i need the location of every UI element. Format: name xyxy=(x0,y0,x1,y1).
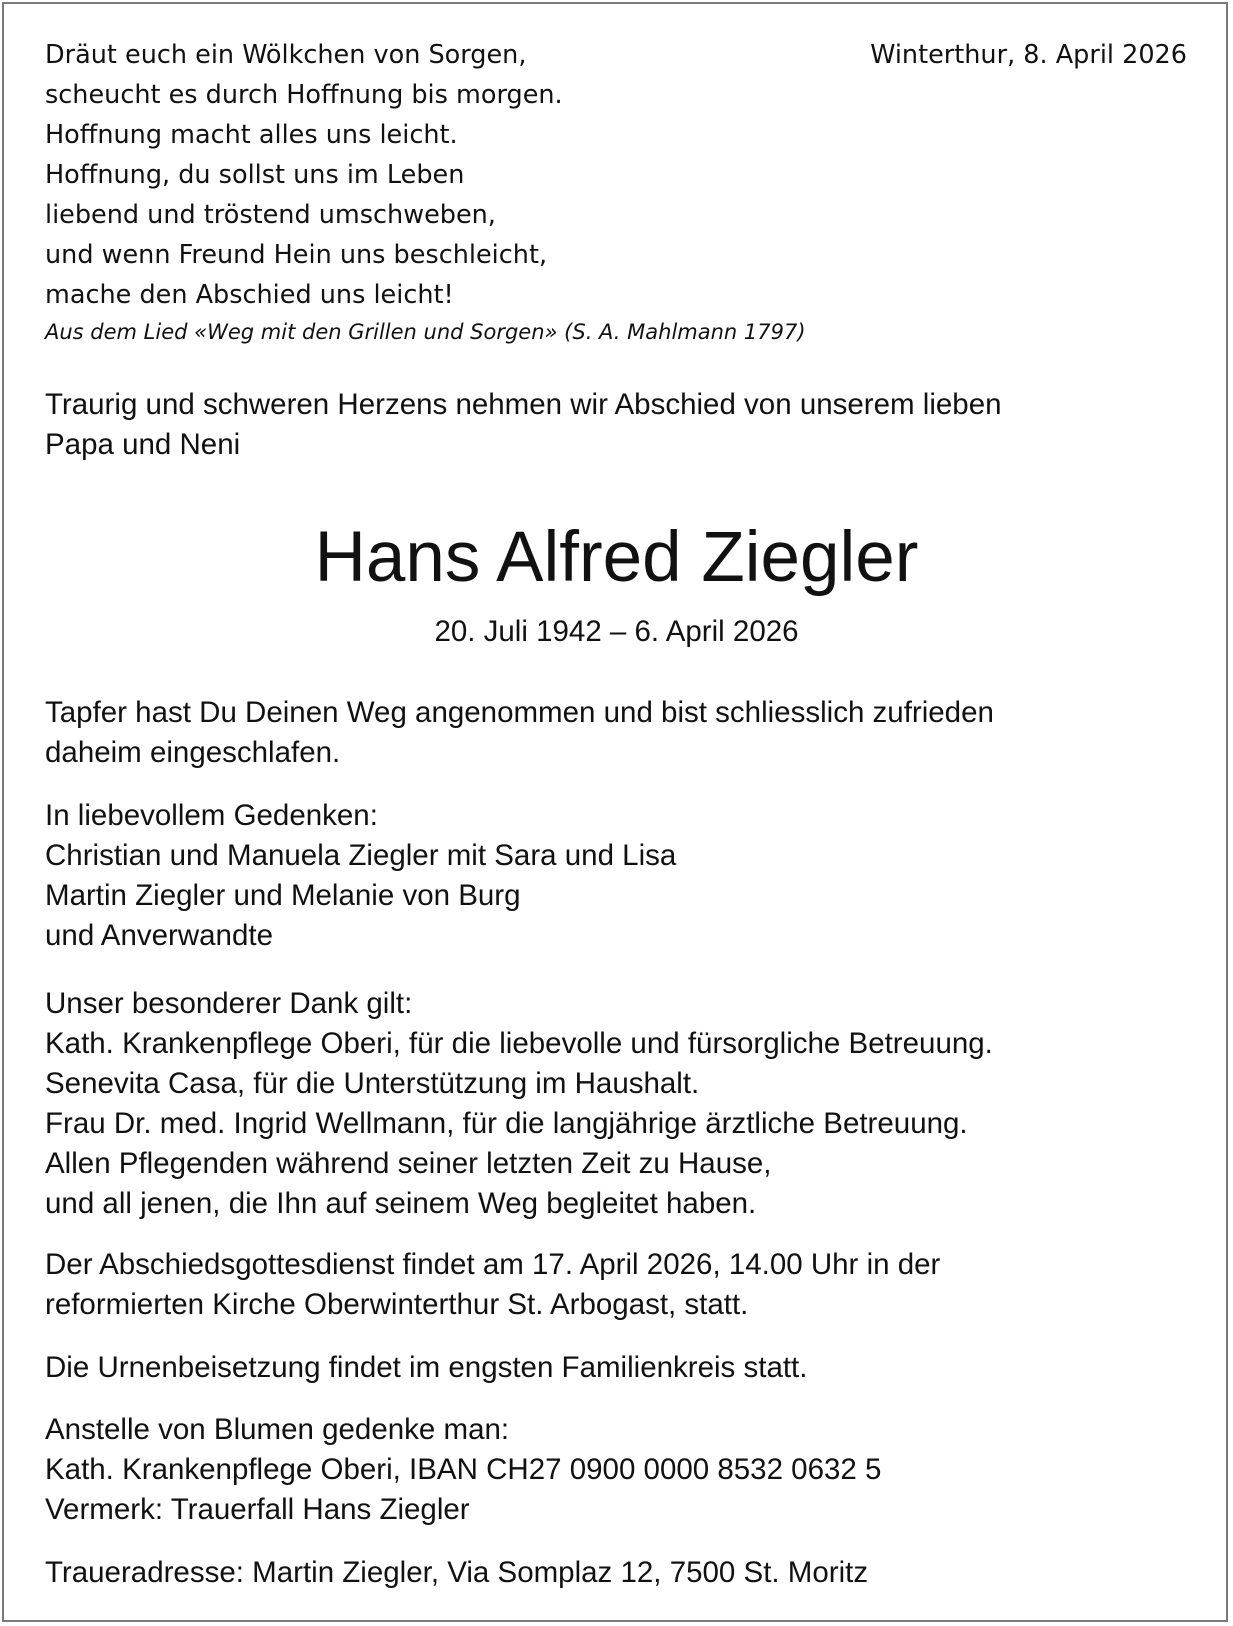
burial-line: Die Urnenbeisetzung findet im engsten Familienkreis statt. xyxy=(45,1351,808,1384)
service-paragraph xyxy=(45,1245,940,1325)
thanks-line: Allen Pflegenden während seiner letzten Zeit zu Hause, xyxy=(45,1147,772,1180)
donations-line: Kath. Krankenpflege Oberi, IBAN CH27 0900 0000 8532 0632 5 xyxy=(45,1453,882,1486)
mourners-paragraph xyxy=(45,796,676,956)
tribute-paragraph xyxy=(45,693,994,773)
service-line: Der Abschiedsgottesdienst findet am 17. April 2026, 14.00 Uhr in der xyxy=(45,1248,941,1281)
deceased-name: Hans Alfred Ziegler xyxy=(314,518,919,597)
poem-line: liebend und tröstend umschweben, xyxy=(45,200,496,230)
donations-paragraph xyxy=(45,1410,881,1530)
poem-line: Hoffnung, du sollst uns im Leben xyxy=(45,160,465,190)
life-dates: 20. Juli 1942 – 6. April 2026 xyxy=(434,615,799,648)
thanks-line: Kath. Krankenpflege Oberi, für die liebevolle und fürsorgliche Betreuung. xyxy=(45,1027,993,1060)
poem-source: Aus dem Lied «Weg mit den Grillen und Sorgen» (S. A. Mahlmann 1797) xyxy=(45,320,806,344)
thanks-line: und all jenen, die Ihn auf seinem Weg begleitet haben. xyxy=(45,1187,757,1220)
address-paragraph xyxy=(45,1553,868,1593)
poem-line: und wenn Freund Hein uns beschleicht, xyxy=(45,240,548,270)
thanks-line: Unser besonderer Dank gilt: xyxy=(45,987,413,1020)
mourners-line: Christian und Manuela Ziegler mit Sara und Lisa xyxy=(45,839,677,872)
poem xyxy=(45,35,806,349)
place-date: Winterthur, 8. April 2026 xyxy=(870,40,1187,70)
poem-line: mache den Abschied uns leicht! xyxy=(45,280,454,310)
service-line: reformierten Kirche Oberwinterthur St. Arbogast, statt. xyxy=(45,1288,749,1321)
donations-line: Anstelle von Blumen gedenke man: xyxy=(45,1413,510,1446)
thanks-paragraph xyxy=(45,984,993,1224)
mourners-line: Martin Ziegler und Melanie von Burg xyxy=(45,879,521,912)
intro-line: Traurig und schweren Herzens nehmen wir Abschied von unserem lieben xyxy=(45,388,1002,421)
intro-paragraph xyxy=(45,385,1002,465)
poem-line: scheucht es durch Hoffnung bis morgen. xyxy=(45,80,563,110)
donations-line: Vermerk: Trauerfall Hans Ziegler xyxy=(45,1493,470,1526)
mourners-line: In liebevollem Gedenken: xyxy=(45,799,378,832)
mourners-line: und Anverwandte xyxy=(45,919,273,952)
poem-line: Hoffnung macht alles uns leicht. xyxy=(45,120,458,150)
thanks-line: Senevita Casa, für die Unterstützung im Haushalt. xyxy=(45,1067,700,1100)
address-line: Traueradresse: Martin Ziegler, Via Somplaz 12, 7500 St. Moritz xyxy=(45,1556,869,1589)
thanks-line: Frau Dr. med. Ingrid Wellmann, für die langjährige ärztliche Betreuung. xyxy=(45,1107,968,1140)
poem-line: Dräut euch ein Wölkchen von Sorgen, xyxy=(45,40,527,70)
burial-paragraph xyxy=(45,1348,807,1388)
intro-line: Papa und Neni xyxy=(45,428,241,461)
tribute-line: daheim eingeschlafen. xyxy=(45,736,341,769)
tribute-line: Tapfer hast Du Deinen Weg angenommen und bist schliesslich zufrieden xyxy=(45,696,994,729)
